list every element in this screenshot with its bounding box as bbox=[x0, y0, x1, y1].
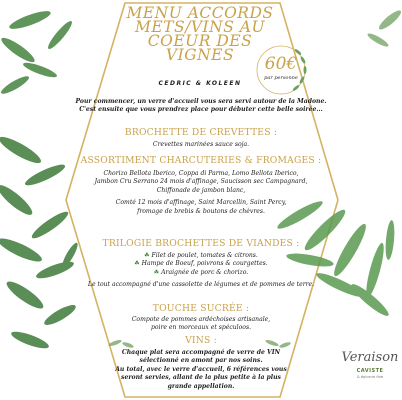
trilogie-item-1: ☘ Filet de poulet, tomates & citrons. bbox=[144, 252, 258, 259]
intro-line-1: Pour commencer, un verre d'accueil vous sera servi autour de la Madone. bbox=[75, 98, 327, 105]
vins-line-4: seront servies, allant de la plus petite à la plus bbox=[121, 374, 281, 382]
section-heading-vins: VINS : bbox=[185, 335, 217, 346]
logo-name: Veraison bbox=[341, 350, 399, 365]
section-body-sucree bbox=[60, 316, 342, 333]
title-line-2: METS/VINS AU bbox=[134, 18, 266, 36]
section-heading-trilogie: TRILOGIE BROCHETTES DE VIANDES : bbox=[102, 238, 300, 249]
price-unit: par personne bbox=[264, 75, 298, 81]
title-line-1: MENU ACCORDS bbox=[126, 4, 274, 22]
vins-line-5: grande appellation. bbox=[167, 382, 235, 390]
charcuteries-line-3: Chiffonade de jambon blanc, bbox=[156, 186, 246, 194]
logo-sub: CAVISTE bbox=[356, 368, 384, 374]
clover-icon: ☘ bbox=[144, 252, 152, 259]
intro-text bbox=[60, 98, 342, 115]
vins-line-1: Chaque plat sera accompagné de verre de VIN bbox=[121, 349, 281, 356]
charcuteries-line-5: fromage de brebis & boutons de chèvres. bbox=[137, 207, 265, 215]
vins-line-3: Au total, avec le verre d'accueil, 6 références vous bbox=[115, 365, 287, 373]
charcuteries-line-1: Chorizo Bellota Iberico, Coppa di Parma, Lomo Bellota Iberico, bbox=[103, 170, 299, 177]
sucree-line-2: poire en morceaux et spéculoos. bbox=[150, 324, 252, 332]
section-body-charcuteries bbox=[60, 170, 342, 216]
section-body-trilogie bbox=[60, 252, 342, 290]
veraison-logo bbox=[340, 338, 400, 398]
section-body-vins bbox=[60, 349, 342, 391]
logo-tag: & épicerie fine bbox=[356, 375, 384, 379]
title-line-4: VIGNES bbox=[165, 46, 235, 64]
intro-line-2: C'est ensuite que vous prendrez place pour débuter cette belle soirée... bbox=[79, 106, 323, 114]
section-body-brochette bbox=[60, 141, 342, 149]
price-badge bbox=[246, 36, 316, 106]
brochette-line-1: Crevettes marinées sauce soja. bbox=[152, 141, 250, 148]
vins-line-2: sélectionné en amont par nos soins. bbox=[139, 357, 263, 365]
charcuteries-line-4: Comté 12 mois d'affinage, Saint Marcellin, Saint Percy, bbox=[115, 199, 287, 207]
trilogie-item-2: ☘ Hampe de Boeuf, poivrons & courgettes. bbox=[134, 260, 268, 268]
clover-icon: ☘ bbox=[153, 268, 162, 276]
section-heading-brochette: BROCHETTE DE CREVETTES : bbox=[124, 127, 278, 138]
trilogie-item-3: ☘ Araignée de porc & chorizo. bbox=[153, 268, 249, 276]
charcuteries-line-2: Jambon Cru Serrano 24 mois d'affinage, Saucisson sec Campagnard, bbox=[94, 178, 308, 186]
trilogie-footer: Le tout accompagné d'une cassolette de légumes et de pommes de terre. bbox=[87, 281, 315, 289]
couple-names: CEDRIC & KOLEEN bbox=[158, 80, 242, 87]
section-heading-sucree: TOUCHE SUCRÉE : bbox=[152, 303, 250, 314]
price-value: 60€ bbox=[264, 54, 298, 74]
title-line-3: COEUR DES bbox=[147, 32, 253, 50]
clover-icon: ☘ bbox=[134, 260, 142, 268]
leaves-top-left bbox=[0, 8, 75, 97]
sucree-line-1: Compote de pommes ardéchoises artisanale, bbox=[131, 316, 271, 323]
section-heading-charcuteries: ASSORTIMENT CHARCUTERIES & FROMAGES : bbox=[80, 155, 322, 166]
